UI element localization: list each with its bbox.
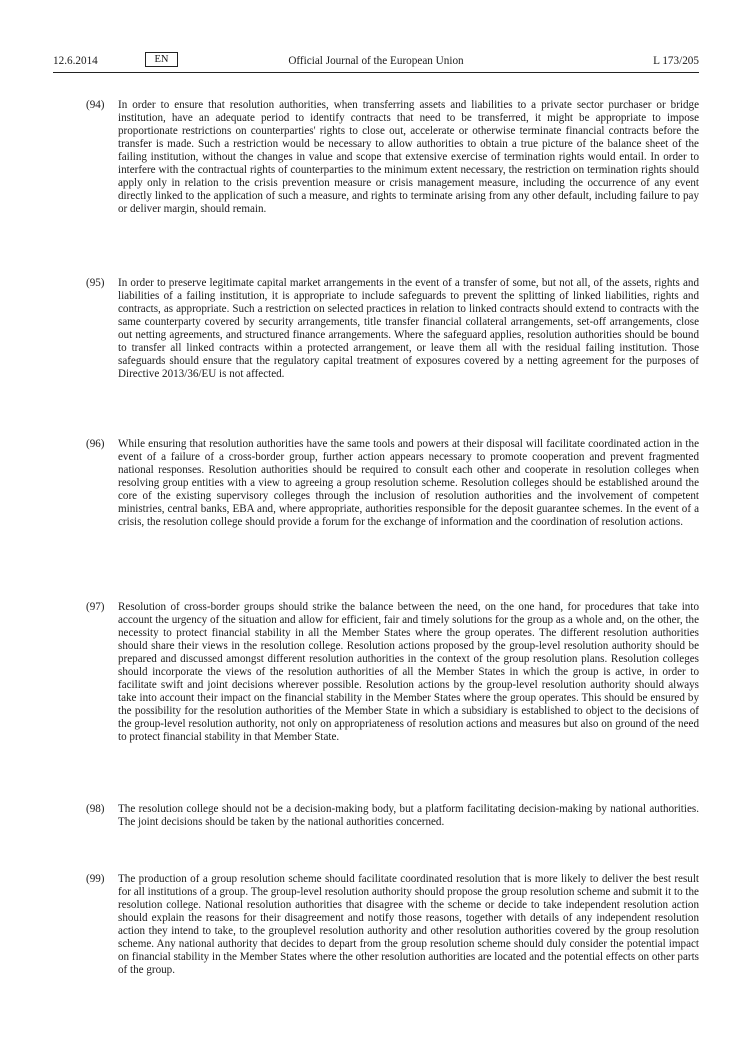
recital-95 (53, 277, 699, 381)
recital-text: The production of a group resolution scheme should facilitate coordinated resolution that is more likely to deliver the best result for all institutions of a group. The group-level resolution authority should propose the group resolution scheme and submit it to the resolution college. National resolution authorities that disagree with the scheme or decide to take independent resolution action should explain the reasons for their disagreement and notify those reasons, together with details of any independent resolution action they intend to take, to the grouplevel resolution authority and other resolution authorities covered by the group resolution scheme. Any national authority that decides to depart from the group resolution scheme should duly consider the potential impact on financial stability in the Member States where the other resolution authorities are located and the potential effects on other parts of the group. (118, 873, 699, 976)
recital-96 (53, 438, 699, 529)
recital-text: In order to ensure that resolution authorities, when transferring assets and liabilities to a private sector purchaser or bridge institution, have an adequate period to identify contracts that need to be transferred, it might be appropriate to impose proportionate restrictions on counterparties' rights to close out, accelerate or otherwise terminate financial contracts before the transfer is made. Such a restriction would be necessary to allow authorities to obtain a true picture of the balance sheet of the failing institution, without the changes in value and scope that extensive exercise of termination rights would entail. In order to interfere with the contractual rights of counterparties to the minimum extent necessary, the restriction on termination rights should apply only in relation to the crisis prevention measure or crisis management measure, including the occurrence of any event directly linked to the application of such a measure, and rights to terminate arising from any other default, including failure to pay or deliver margin, should remain. (118, 99, 699, 215)
publication-date: 12.6.2014 (53, 55, 98, 67)
page-reference: L 173/205 (653, 55, 699, 67)
recital-number: (98) (86, 803, 105, 815)
recital-number: (99) (86, 873, 105, 885)
language-badge: EN (145, 52, 178, 67)
recital-number: (95) (86, 277, 105, 289)
recital-number: (94) (86, 99, 105, 111)
recital-94 (53, 99, 699, 216)
recital-text: The resolution college should not be a decision-making body, but a platform facilitating decision-making by national authorities. The joint decisions should be taken by the national authorities concerned. (118, 803, 699, 828)
recital-97 (53, 601, 699, 743)
recital-99 (53, 873, 699, 977)
journal-title: Official Journal of the European Union (288, 55, 464, 67)
recital-number: (96) (86, 438, 105, 450)
recital-98 (53, 803, 699, 829)
recital-text: Resolution of cross-border groups should strike the balance between the need, on the one hand, for procedures that take into account the urgency of the situation and allow for efficient, fair and timely solutions for the group as a whole and, on the other, the necessity to protect financial stability in all the Member States where the group operates. The different resolution authorities should share their views in the resolution college. Resolution actions proposed by the group-level resolution authority should be prepared and discussed amongst different resolution authorities in the context of the group resolution plans. Resolution colleges should incorporate the views of the resolution authorities of all the Member States in which the group is active, in order to facilitate swift and joint decisions wherever possible. Resolution actions by the group-level resolution authority should always take into account their impact on the financial stability in the Member States where the group operates. This should be ensured by the possibility for the resolution authorities of the Member State in which a subsidiary is established to object to the decisions of the group-level resolution authority, not only on appropriateness of resolution actions and measures but also on ground of the need to protect financial stability in that Member State. (118, 601, 699, 743)
recital-number: (97) (86, 601, 105, 613)
recital-text: While ensuring that resolution authorities have the same tools and powers at their disposal will facilitate coordinated action in the event of a failure of a cross-border group, further action appears necessary to promote cooperation and prevent fragmented national responses. Resolution authorities should be required to consult each other and cooperate in resolution colleges when resolving group entities with a view to agreeing a group resolution scheme. Resolution colleges should be established around the core of the existing supervisory colleges through the inclusion of resolution authorities and the involvement of competent ministries, central banks, EBA and, where appropriate, authorities responsible for the deposit guarantee schemes. In the event of a crisis, the resolution college should provide a forum for the exchange of information and the coordination of resolution actions. (118, 438, 699, 528)
recital-text: In order to preserve legitimate capital market arrangements in the event of a transfer of some, but not all, of the assets, rights and liabilities of a failing institution, it is appropriate to include safeguards to prevent the splitting of linked liabilities, rights and contracts, as appropriate. Such a restriction on selected practices in relation to linked contracts should extend to contracts with the same counterparty covered by security arrangements, title transfer financial collateral arrangements, set-off arrangements, close out netting agreements, and structured finance arrangements. Where the safeguard applies, resolution authorities should be bound to transfer all linked contracts within a protected arrangement, or leave them all with the residual failing institution. Those safeguards should ensure that the regulatory capital treatment of exposures covered by a netting agreement for the purposes of Directive 2013/36/EU is not affected. (118, 277, 699, 380)
page-header (53, 52, 699, 73)
